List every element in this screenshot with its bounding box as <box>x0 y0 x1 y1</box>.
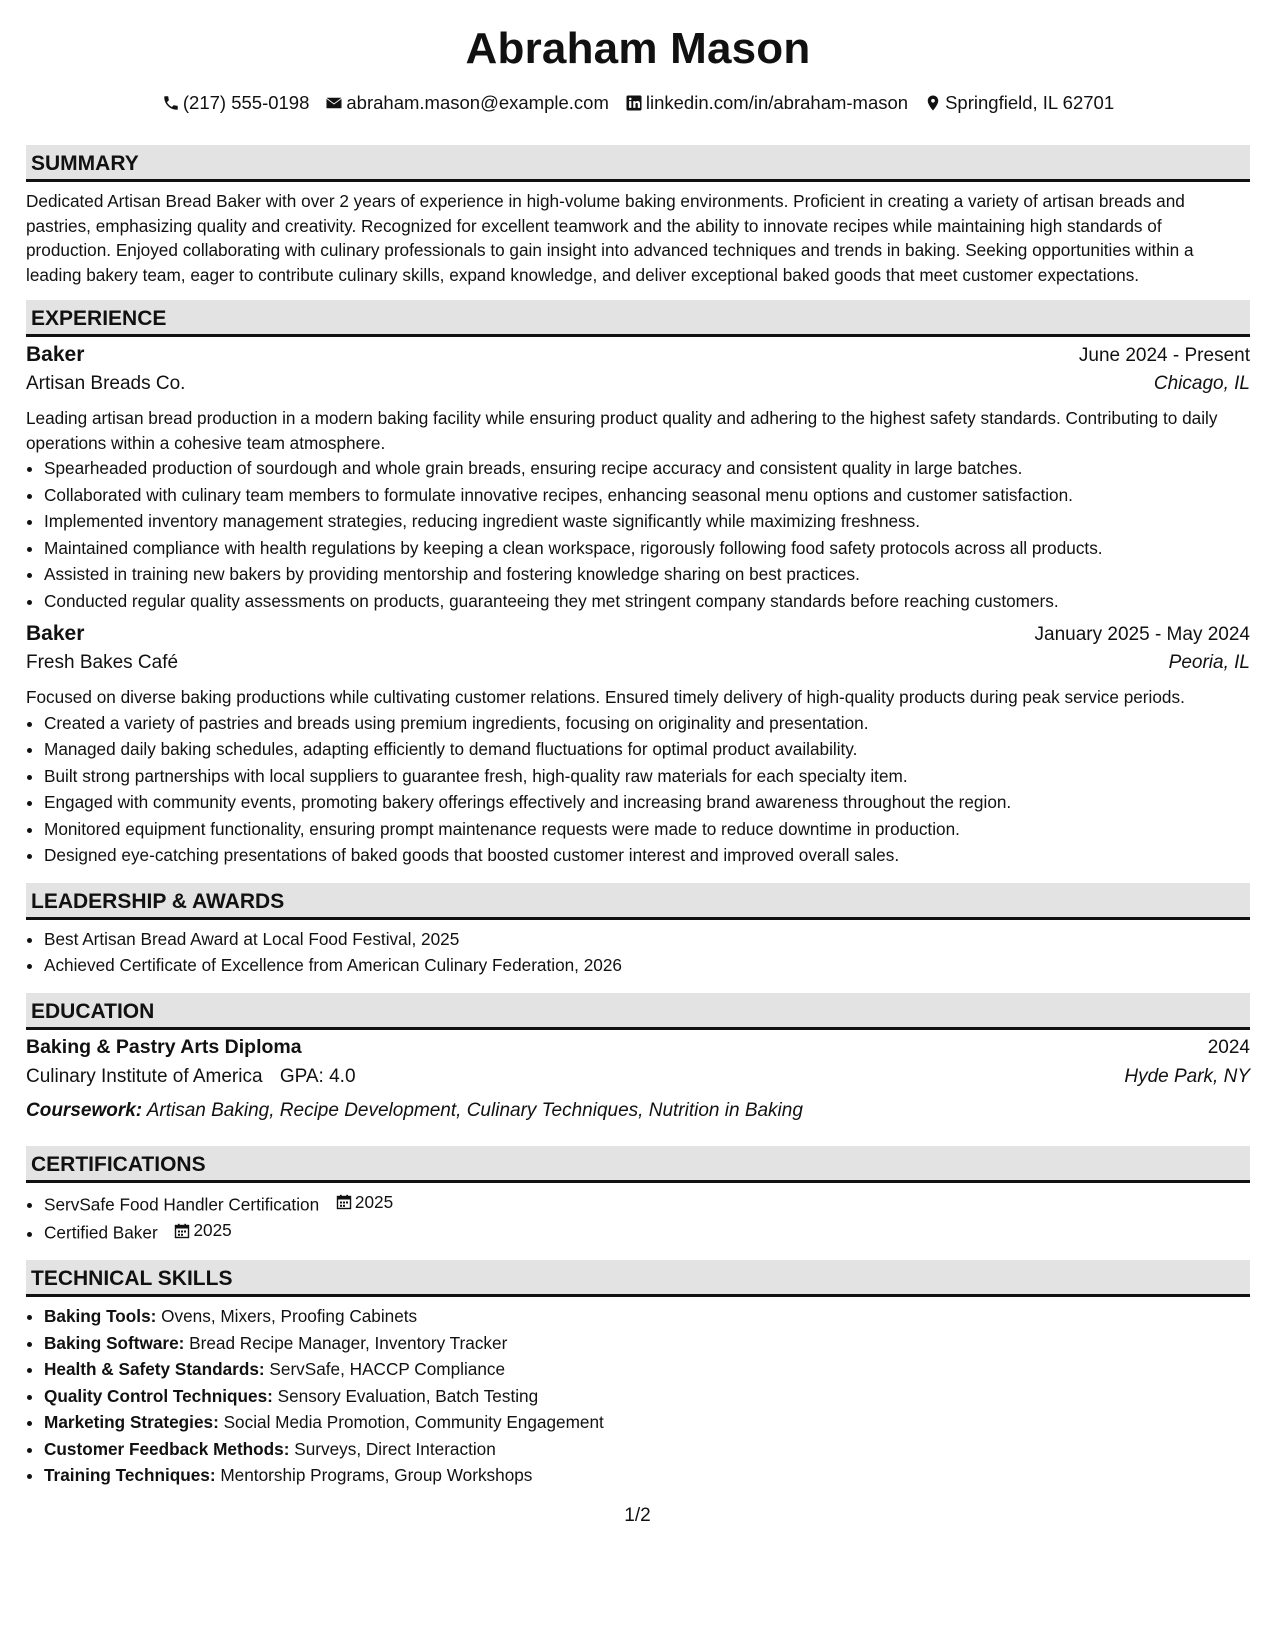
education-heading: EDUCATION <box>26 993 1250 1030</box>
phone-icon <box>162 94 180 112</box>
list-item <box>44 1409 1250 1436</box>
list-item: • Spearheaded production of sourdough and whole grain breads, ensuring recipe accuracy and consistent quality in large batches. <box>44 455 1250 482</box>
linkedin-link[interactable]: linkedin.com/in/abraham-mason <box>645 92 909 113</box>
list-item: • Designed eye-catching presentations of baked goods that boosted customer interest and improved overall sales. <box>44 842 1250 869</box>
skill-value: Ovens, Mixers, Proofing Cabinets <box>161 1306 418 1326</box>
job-entry <box>26 343 1250 614</box>
skill-value: Surveys, Direct Interaction <box>294 1438 496 1459</box>
school-location: Hyde Park, NY <box>1124 1065 1250 1087</box>
skill-label: Baking Tools: <box>44 1306 157 1326</box>
list-item <box>44 1303 1250 1330</box>
list-item <box>44 1330 1250 1357</box>
skill-value: Sensory Evaluation, Batch Testing <box>277 1385 539 1406</box>
skills-heading: TECHNICAL SKILLS <box>26 1260 1250 1297</box>
contact-phone <box>162 92 310 114</box>
calendar-icon <box>174 1223 190 1239</box>
job-title: Baker <box>26 622 85 645</box>
coursework-text: Artisan Baking, Recipe Development, Culinary Techniques, Nutrition in Baking <box>146 1099 803 1121</box>
list-item <box>44 1189 1250 1218</box>
list-item: • Built strong partnerships with local suppliers to guarantee fresh, high-quality raw materials for each specialty item. <box>44 763 1250 790</box>
school-line <box>26 1066 356 1088</box>
certification-name: ServSafe Food Handler Certification <box>44 1193 320 1214</box>
coursework-label: Coursework: <box>26 1099 143 1121</box>
job-description: Leading artisan bread production in a modern baking facility while ensuring product quality and adhering to the highest safety standards. Contributing to daily operations within a cohesive team atmosphere. <box>26 408 1218 453</box>
skill-value: Mentorship Programs, Group Workshops <box>220 1465 533 1485</box>
skills-list <box>26 1303 1250 1489</box>
education-entry <box>26 1036 1250 1126</box>
summary-text: Dedicated Artisan Bread Baker with over 2 years of experience in high-volume baking environments. Proficient in creating a variety of artisan breads and pastries, emphasizing quality and creativity. Recognized for excellent teamwork and the ability to innovate recipes while maintaining high standards of production. Enjoyed collaborating with culinary professionals to gain insight into advanced techniques and trends in baking. Seeking opportunities within a leading bakery team, eager to contribute culinary skills, expand knowledge, and deliver exceptional baked goods that meet customer expectations. <box>26 191 1194 285</box>
envelope-icon <box>325 94 343 112</box>
certification-date <box>336 1189 393 1216</box>
skill-label: Baking Software: <box>44 1332 185 1353</box>
job-location: Chicago, IL <box>1153 373 1250 394</box>
list-item: • Monitored equipment functionality, ensuring prompt maintenance requests were made to reduce downtime in production. <box>44 816 1250 843</box>
candidate-name: Abraham Mason <box>465 24 811 73</box>
school-name: Culinary Institute of America <box>26 1065 263 1087</box>
certification-name: Certified Baker <box>44 1222 158 1243</box>
job-entry <box>26 622 1250 869</box>
skill-label: Marketing Strategies: <box>44 1412 219 1432</box>
experience-heading: EXPERIENCE <box>26 300 1250 337</box>
page-number: 1/2 <box>624 1505 651 1526</box>
list-item: • Engaged with community events, promoting bakery offerings effectively and increasing brand awareness throughout the region. <box>44 789 1250 816</box>
list-item: • Implemented inventory management strategies, reducing ingredient waste significantly while maximizing freshness. <box>44 508 1250 535</box>
certification-year: 2025 <box>354 1191 394 1212</box>
skill-value: ServSafe, HACCP Compliance <box>269 1359 506 1379</box>
skill-value: Social Media Promotion, Community Engagement <box>223 1412 604 1432</box>
job-description: Focused on diverse baking productions while cultivating customer relations. Ensured timely delivery of high-quality products during peak service periods. <box>26 687 1185 707</box>
list-item: • Managed daily baking schedules, adapting efficiently to demand fluctuations for optimal product availability. <box>44 736 1250 763</box>
calendar-icon <box>336 1194 352 1210</box>
awards-list <box>26 926 1250 979</box>
list-item <box>44 1462 1250 1489</box>
list-item: • Maintained compliance with health regulations by keeping a clean workspace, rigorously following food safety protocols across all products. <box>44 535 1250 562</box>
list-item: • Collaborated with culinary team members to formulate innovative recipes, enhancing seasonal menu options and customer satisfaction. <box>44 482 1250 509</box>
graduation-year: 2024 <box>1207 1036 1250 1058</box>
skill-value: Bread Recipe Manager, Inventory Tracker <box>189 1332 508 1353</box>
phone-text: (217) 555-0198 <box>182 92 310 113</box>
contact-location <box>924 92 1114 114</box>
list-item <box>44 1217 1250 1246</box>
skill-label: Training Techniques: <box>44 1465 216 1485</box>
certifications-list <box>26 1189 1250 1247</box>
coursework-line <box>26 1096 1250 1126</box>
job-company: Fresh Bakes Café <box>26 652 179 673</box>
email-link[interactable]: abraham.mason@example.com <box>346 92 609 113</box>
list-item: • Best Artisan Bread Award at Local Food Festival, 2025 <box>44 926 1250 953</box>
map-pin-icon <box>924 94 942 112</box>
job-bullets <box>26 710 1250 869</box>
list-item: • Assisted in training new bakers by providing mentorship and fostering knowledge sharing on best practices. <box>44 561 1250 588</box>
list-item: • Achieved Certificate of Excellence from American Culinary Federation, 2026 <box>44 952 1250 979</box>
job-title: Baker <box>26 343 85 366</box>
skill-label: Customer Feedback Methods: <box>44 1438 290 1459</box>
certification-date <box>174 1217 231 1244</box>
job-location: Peoria, IL <box>1168 652 1250 673</box>
location-text: Springfield, IL 62701 <box>945 92 1115 113</box>
list-item <box>44 1356 1250 1383</box>
degree-title: Baking & Pastry Arts Diploma <box>26 1035 302 1058</box>
summary-heading: SUMMARY <box>26 145 1250 182</box>
job-bullets <box>26 455 1250 614</box>
linkedin-icon <box>625 94 643 112</box>
contact-email[interactable] <box>325 92 608 114</box>
awards-heading: LEADERSHIP & AWARDS <box>26 883 1250 920</box>
list-item: • Created a variety of pastries and breads using premium ingredients, focusing on originality and presentation. <box>44 710 1250 737</box>
list-item: • Conducted regular quality assessments on products, guaranteeing they met stringent company standards before reaching customers. <box>44 588 1250 615</box>
resume-page <box>26 0 1250 1489</box>
job-dates: January 2025 - May 2024 <box>1034 624 1250 645</box>
contact-bar <box>26 90 1250 116</box>
list-item <box>44 1383 1250 1410</box>
gpa: GPA: 4.0 <box>279 1065 356 1087</box>
contact-linkedin[interactable] <box>625 92 908 114</box>
skill-label: Health & Safety Standards: <box>44 1359 265 1379</box>
job-company: Artisan Breads Co. <box>26 373 186 394</box>
job-dates: June 2024 - Present <box>1078 345 1250 366</box>
certification-year: 2025 <box>193 1220 232 1241</box>
skill-label: Quality Control Techniques: <box>44 1385 273 1406</box>
certifications-heading: CERTIFICATIONS <box>26 1146 1250 1183</box>
list-item <box>44 1436 1250 1463</box>
